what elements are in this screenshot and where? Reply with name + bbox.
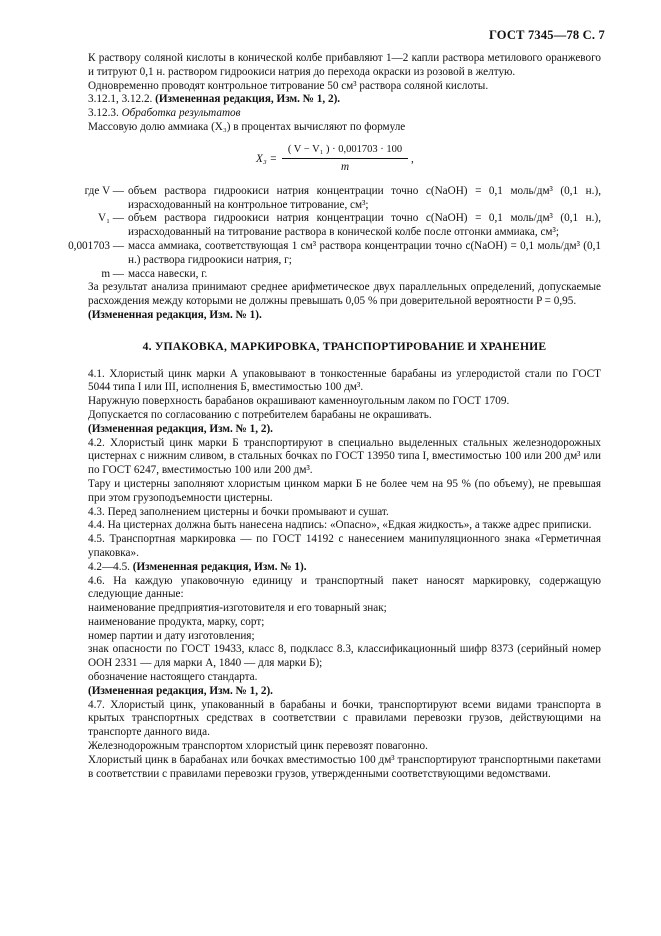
paragraph: 4.6. На каждую упаковочную единицу и транспортный пакет наносят маркировку, содержащую следующие данные: (88, 574, 601, 601)
list-item: наименование продукта, марку, сорт; (88, 615, 265, 628)
formula-numerator: ( V − V₁ ) · 0,001703 · 100 (287, 143, 403, 155)
definition-text: масса навески, г. (128, 267, 208, 280)
definition-label: 0,001703 — (68, 239, 124, 252)
revision-note: (Измененная редакция, Изм. № 1). (132, 560, 307, 573)
paragraph: Одновременно проводят контрольное титрование 50 см³ раствора соляной кислоты. (88, 79, 489, 92)
definition-text: объем раствора гидроокиси натрия концентрации точно c(NaOH) = 0,1 моль/дм³ (0,1 н.), израсходованный на контрольное титрование, см³; (128, 184, 601, 211)
paragraph: Хлористый цинк в барабанах или бочках вместимостью 100 дм³ транспортируют транспортными пакетами в соответствии с правилами перевозки грузов, утвержденными соответствующими ведомствами. (88, 753, 601, 780)
revision-note: (Измененная редакция, Изм. № 1). (88, 308, 262, 321)
paragraph: 4.2. Хлористый цинк марки Б транспортируют в специально выделенных стальных железнодорожных цистернах с нижним сливом, в стальных бочках по ГОСТ 13950 типа I, вместимостью 100 или 200 дм³ или по ГОСТ 6247, вместимостью 100 или 200 дм³. (88, 436, 601, 477)
paragraph: Наружную поверхность барабанов окрашивают каменноугольным лаком по ГОСТ 1709. (88, 395, 510, 408)
definition-label: где V — (84, 184, 124, 197)
paragraph (88, 561, 601, 575)
clause-title: Обработка результатов (121, 107, 241, 120)
paragraph: 4.7. Хлористый цинк, упакованный в барабаны и бочки, транспортируют всеми видами транспорта в крытых транспортных средствах в соответствии с правилами перевозки грузов, действующими на транспорте данного вида. (88, 698, 601, 739)
paragraph (88, 93, 601, 107)
definition-row (68, 240, 601, 268)
paragraph: 4.5. Транспортная маркировка — по ГОСТ 14192 с нанесением манипуляционного знака «Герметичная упаковка». (88, 533, 601, 559)
paragraph: Массовую долю аммиака (X₃) в процентах вычисляют по формуле (88, 120, 406, 133)
definition-text: масса аммиака, соответствующая 1 см³ раствора концентрации точно c(NaOH) = 0,1 моль/дм³ (0,1 н.) раствора гидроокиси натрия, г; (128, 239, 601, 266)
revision-note: (Измененная редакция, Изм. № 1, 2). (88, 422, 273, 435)
definition-text: объем раствора гидроокиси натрия концентрации точно c(NaOH) = 0,1 моль/дм³ (0,1 н.), израсходованный на титрование раствора в конической колбе после отгонки аммиака, см³; (128, 212, 601, 239)
clause-number: 3.12.1, 3.12.2. (88, 93, 153, 106)
paragraph: 4.1. Хлористый цинк марки А упаковывают в тонкостенные барабаны из углеродистой стали по ГОСТ 5044 типа I или III, исполнения Б, вместимостью 100 дм³. (88, 367, 601, 394)
variable-definitions (68, 184, 601, 282)
definition-row (68, 212, 601, 240)
paragraph: Тару и цистерны заполняют хлористым цинком марки Б не более чем на 95 % (по объему), не превышая при этом грузоподъемности цистерны. (88, 477, 601, 504)
section-title: 4. УПАКОВКА, МАРКИРОВКА, ТРАНСПОРТИРОВАНИЕ И ХРАНЕНИЕ (142, 339, 547, 353)
formula-denominator: m (340, 160, 350, 173)
paragraph: За результат анализа принимают среднее арифметическое двух параллельных определений, допускаемые расхождения между которыми не должны превышать 0,05 % при доверительной вероятности P = 0,95. (88, 281, 601, 308)
paragraph: 4.3. Перед заполнением цистерны и бочки промывают и сушат. (88, 505, 389, 518)
definition-label: m — (101, 267, 124, 280)
page-header: ГОСТ 7345—78 С. 7 (488, 28, 605, 42)
formula-lhs: X₃ = (256, 152, 278, 165)
paragraph: Допускается по согласованию с потребителем барабаны не окрашивать. (88, 408, 432, 421)
formula-tail: , (411, 152, 414, 165)
page-body (68, 52, 601, 781)
fraction-bar (282, 158, 408, 159)
marking-list (88, 602, 601, 685)
formula (88, 141, 601, 181)
clause-number: 3.12.3. (88, 107, 119, 120)
definition-label: V₁ — (98, 212, 124, 225)
revision-note: (Измененная редакция, Изм. № 1, 2). (88, 684, 273, 697)
clause-number: 4.2—4.5. (88, 560, 130, 573)
revision-note: (Измененная редакция, Изм. № 1, 2). (155, 93, 341, 106)
paragraph (88, 107, 601, 121)
list-item: знак опасности по ГОСТ 19433, класс 8, подкласс 8.3, классификационный шифр 8373 (серийный номер ООН 2331 — для марки А, 1840 — для марки Б); (88, 643, 601, 670)
list-item: обозначение настоящего стандарта. (88, 671, 258, 684)
paragraph: 4.4. На цистернах должна быть нанесена надпись: «Опасно», «Едкая жидкость», а также адрес приписки. (88, 519, 592, 532)
definition-row (68, 268, 601, 282)
list-item: наименование предприятия-изготовителя и его товарный знак; (88, 602, 387, 615)
paragraph: К раствору соляной кислоты в конической колбе прибавляют 1—2 капли раствора метилового оранжевого и титруют 0,1 н. раствором гидроокиси натрия до перехода окраски из розовой в желтую. (88, 52, 601, 78)
paragraph: Железнодорожным транспортом хлористый цинк перевозят повагонно. (88, 740, 428, 753)
definition-row (68, 185, 601, 213)
list-item: номер партии и дату изготовления; (88, 629, 255, 642)
